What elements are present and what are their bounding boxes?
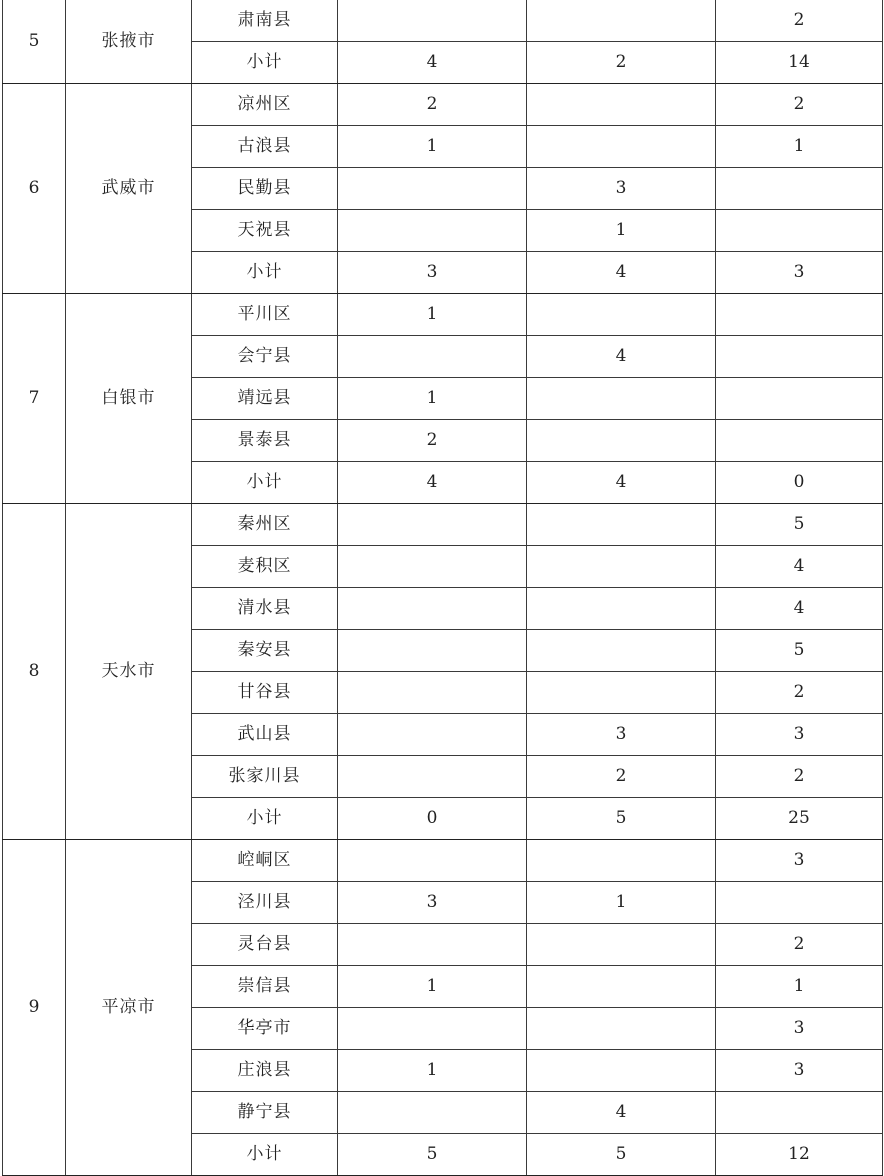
city-name-cell: 平凉市 xyxy=(66,840,192,1176)
subtotal-label-cell: 小计 xyxy=(192,798,338,840)
value-cell-col3 xyxy=(716,294,883,336)
value-cell-col1 xyxy=(338,0,527,42)
value-cell-col1: 3 xyxy=(338,252,527,294)
value-cell-col2: 3 xyxy=(527,168,716,210)
group-number-cell: 8 xyxy=(3,504,66,840)
value-cell-col3 xyxy=(716,336,883,378)
value-cell-col1 xyxy=(338,630,527,672)
county-name-cell: 天祝县 xyxy=(192,210,338,252)
value-cell-col3: 1 xyxy=(716,966,883,1008)
county-name-cell: 灵台县 xyxy=(192,924,338,966)
value-cell-col1 xyxy=(338,210,527,252)
value-cell-col3: 2 xyxy=(716,0,883,42)
value-cell-col1 xyxy=(338,672,527,714)
value-cell-col1 xyxy=(338,924,527,966)
value-cell-col2 xyxy=(527,378,716,420)
value-cell-col3: 4 xyxy=(716,546,883,588)
county-statistics-table xyxy=(2,0,883,1176)
value-cell-col2 xyxy=(527,504,716,546)
group-number-cell: 9 xyxy=(3,840,66,1176)
value-cell-col3: 1 xyxy=(716,126,883,168)
value-cell-col2: 1 xyxy=(527,210,716,252)
group-number-cell: 5 xyxy=(3,0,66,84)
value-cell-col2 xyxy=(527,840,716,882)
county-name-cell: 古浪县 xyxy=(192,126,338,168)
value-cell-col1: 5 xyxy=(338,1134,527,1176)
county-name-cell: 华亭市 xyxy=(192,1008,338,1050)
value-cell-col2: 2 xyxy=(527,756,716,798)
table-row xyxy=(3,0,883,42)
value-cell-col2 xyxy=(527,420,716,462)
group-number-cell: 7 xyxy=(3,294,66,504)
value-cell-col2 xyxy=(527,84,716,126)
value-cell-col1: 1 xyxy=(338,1050,527,1092)
county-name-cell: 庄浪县 xyxy=(192,1050,338,1092)
city-name-cell: 白银市 xyxy=(66,294,192,504)
value-cell-col1 xyxy=(338,168,527,210)
value-cell-col2: 4 xyxy=(527,252,716,294)
value-cell-col1 xyxy=(338,1008,527,1050)
table-body xyxy=(3,0,883,1176)
value-cell-col2: 4 xyxy=(527,1092,716,1134)
value-cell-col1: 1 xyxy=(338,966,527,1008)
value-cell-col1: 1 xyxy=(338,126,527,168)
table-row xyxy=(3,84,883,126)
value-cell-col3: 2 xyxy=(716,672,883,714)
value-cell-col1: 1 xyxy=(338,378,527,420)
value-cell-col1 xyxy=(338,546,527,588)
county-name-cell: 靖远县 xyxy=(192,378,338,420)
value-cell-col2 xyxy=(527,1008,716,1050)
group-number-cell: 6 xyxy=(3,84,66,294)
value-cell-col2: 2 xyxy=(527,42,716,84)
county-name-cell: 景泰县 xyxy=(192,420,338,462)
value-cell-col1 xyxy=(338,336,527,378)
value-cell-col1: 4 xyxy=(338,462,527,504)
value-cell-col3 xyxy=(716,1092,883,1134)
value-cell-col3: 25 xyxy=(716,798,883,840)
value-cell-col2 xyxy=(527,126,716,168)
table-row xyxy=(3,294,883,336)
value-cell-col2: 4 xyxy=(527,462,716,504)
subtotal-label-cell: 小计 xyxy=(192,252,338,294)
county-name-cell: 清水县 xyxy=(192,588,338,630)
value-cell-col3: 5 xyxy=(716,504,883,546)
value-cell-col2 xyxy=(527,546,716,588)
subtotal-label-cell: 小计 xyxy=(192,1134,338,1176)
city-name-cell: 天水市 xyxy=(66,504,192,840)
value-cell-col2: 1 xyxy=(527,882,716,924)
county-name-cell: 泾川县 xyxy=(192,882,338,924)
county-name-cell: 民勤县 xyxy=(192,168,338,210)
county-name-cell: 麦积区 xyxy=(192,546,338,588)
value-cell-col2: 3 xyxy=(527,714,716,756)
value-cell-col1 xyxy=(338,588,527,630)
county-name-cell: 平川区 xyxy=(192,294,338,336)
county-name-cell: 张家川县 xyxy=(192,756,338,798)
value-cell-col2 xyxy=(527,672,716,714)
subtotal-label-cell: 小计 xyxy=(192,42,338,84)
value-cell-col1 xyxy=(338,504,527,546)
value-cell-col2 xyxy=(527,0,716,42)
value-cell-col2 xyxy=(527,630,716,672)
value-cell-col1 xyxy=(338,714,527,756)
value-cell-col3: 3 xyxy=(716,1008,883,1050)
value-cell-col3: 14 xyxy=(716,42,883,84)
value-cell-col2 xyxy=(527,966,716,1008)
value-cell-col3: 4 xyxy=(716,588,883,630)
value-cell-col2 xyxy=(527,924,716,966)
value-cell-col1: 2 xyxy=(338,420,527,462)
county-name-cell: 肃南县 xyxy=(192,0,338,42)
value-cell-col2 xyxy=(527,294,716,336)
table-row xyxy=(3,504,883,546)
value-cell-col3: 3 xyxy=(716,714,883,756)
value-cell-col3: 2 xyxy=(716,756,883,798)
value-cell-col3 xyxy=(716,882,883,924)
county-name-cell: 会宁县 xyxy=(192,336,338,378)
table-row xyxy=(3,840,883,882)
value-cell-col1 xyxy=(338,840,527,882)
value-cell-col3 xyxy=(716,210,883,252)
value-cell-col2 xyxy=(527,588,716,630)
subtotal-label-cell: 小计 xyxy=(192,462,338,504)
value-cell-col3 xyxy=(716,378,883,420)
value-cell-col3: 0 xyxy=(716,462,883,504)
county-name-cell: 崆峒区 xyxy=(192,840,338,882)
city-name-cell: 张掖市 xyxy=(66,0,192,84)
city-name-cell: 武威市 xyxy=(66,84,192,294)
county-name-cell: 秦安县 xyxy=(192,630,338,672)
value-cell-col3: 3 xyxy=(716,1050,883,1092)
value-cell-col3: 5 xyxy=(716,630,883,672)
value-cell-col3 xyxy=(716,168,883,210)
value-cell-col3 xyxy=(716,420,883,462)
value-cell-col2 xyxy=(527,1050,716,1092)
value-cell-col2: 5 xyxy=(527,1134,716,1176)
value-cell-col3: 12 xyxy=(716,1134,883,1176)
value-cell-col1: 1 xyxy=(338,294,527,336)
county-name-cell: 凉州区 xyxy=(192,84,338,126)
value-cell-col3: 3 xyxy=(716,252,883,294)
county-name-cell: 崇信县 xyxy=(192,966,338,1008)
county-name-cell: 秦州区 xyxy=(192,504,338,546)
county-name-cell: 武山县 xyxy=(192,714,338,756)
value-cell-col1 xyxy=(338,1092,527,1134)
value-cell-col2: 5 xyxy=(527,798,716,840)
value-cell-col3: 3 xyxy=(716,840,883,882)
county-name-cell: 甘谷县 xyxy=(192,672,338,714)
value-cell-col3: 2 xyxy=(716,924,883,966)
value-cell-col1: 0 xyxy=(338,798,527,840)
value-cell-col1: 3 xyxy=(338,882,527,924)
value-cell-col3: 2 xyxy=(716,84,883,126)
value-cell-col2: 4 xyxy=(527,336,716,378)
value-cell-col1: 4 xyxy=(338,42,527,84)
value-cell-col1: 2 xyxy=(338,84,527,126)
county-name-cell: 静宁县 xyxy=(192,1092,338,1134)
value-cell-col1 xyxy=(338,756,527,798)
